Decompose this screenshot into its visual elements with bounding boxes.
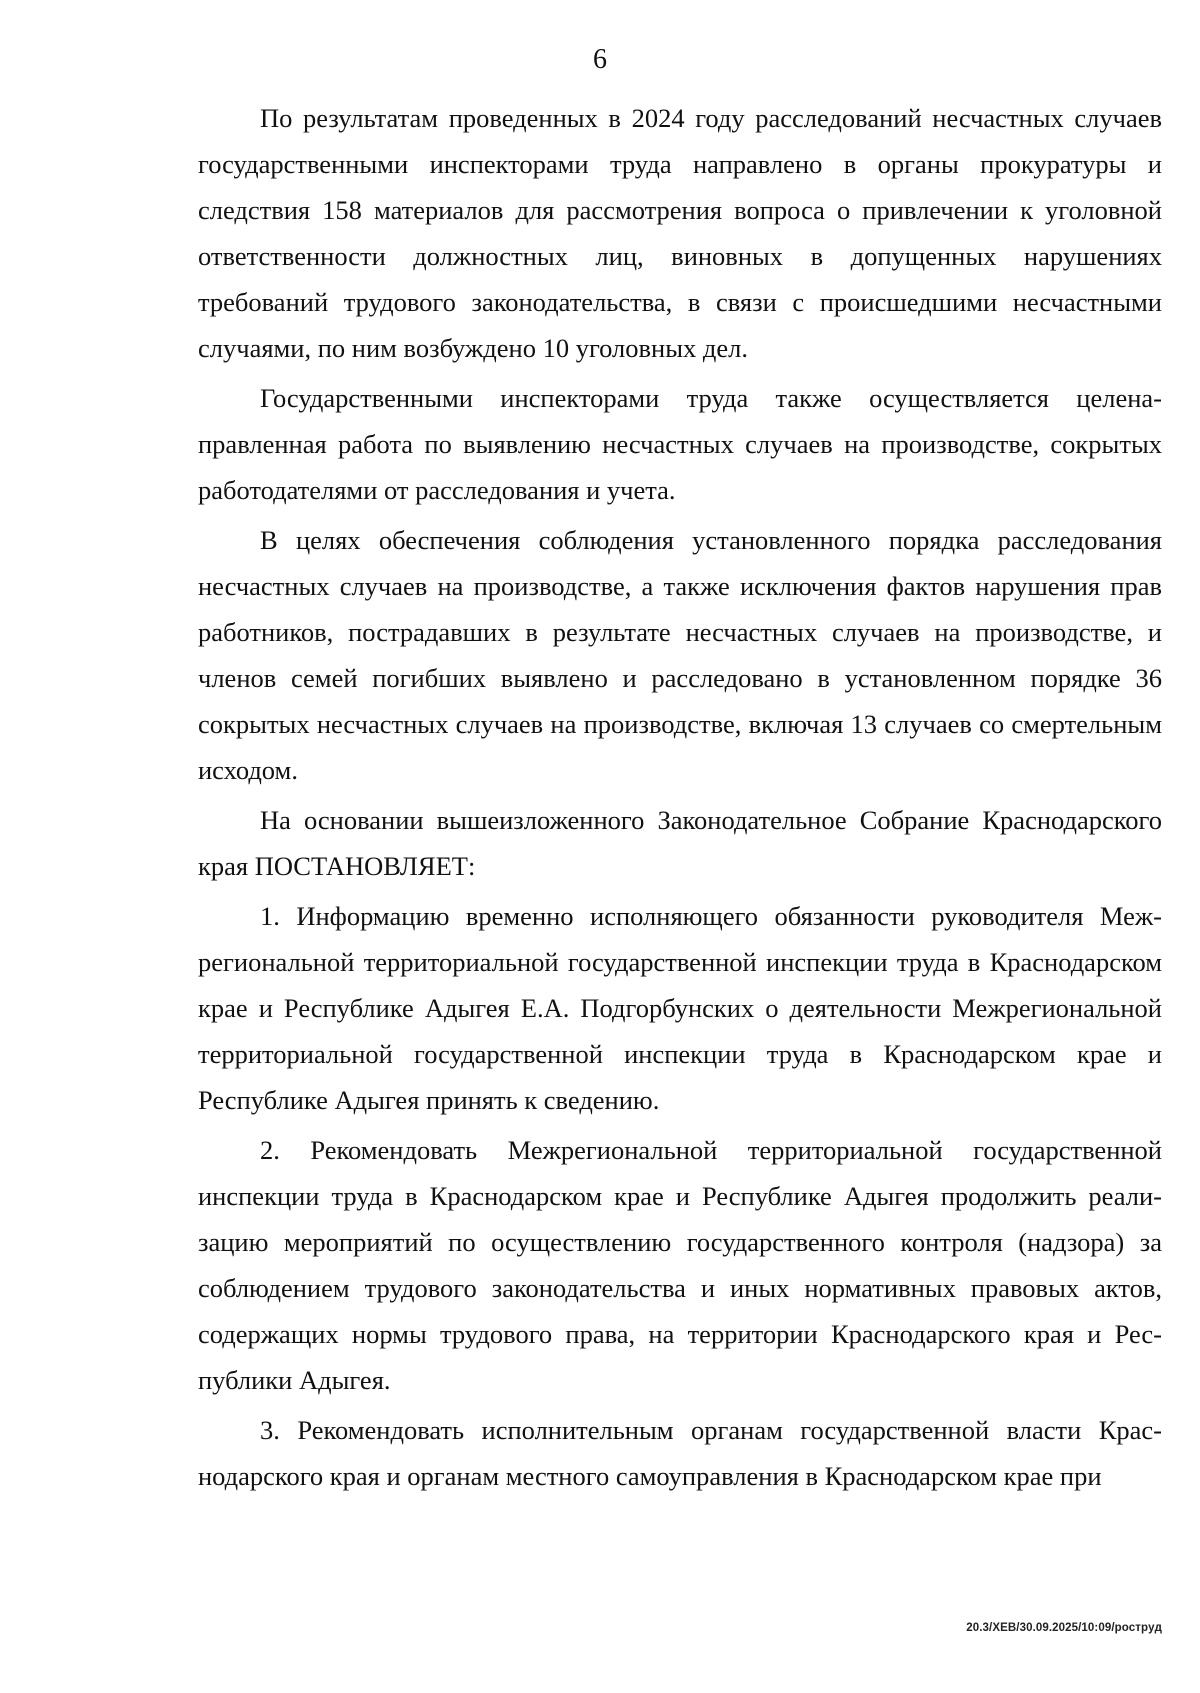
page-number: 6: [593, 44, 607, 75]
paragraph-hidden-accidents: В целях обеспечения соблюдения установленного порядка расследования несчастных случаев на производстве, а также исключения фактов нарушения прав работников, пострадавших в результате несчастных случаев на производстве, и членов семей погибших выявлено и расследовано в установленном порядке 36 сокрытых несчастных случаев на производстве, включая 13 случаев со смертельным исходом.: [198, 525, 1162, 785]
paragraph-item-2: 2. Рекомендовать Межрегиональной территориальной государственной инспекции труда в Краснодарском крае и Республике Адыгея продолжить реализацию мероприятий по осуществлению государственного контроля (надзора) за соблюдением трудового законодательства и иных нормативных правовых актов, содержащих нормы трудового права, на территории Краснодарского края и Республики Адыгея.: [198, 1135, 1162, 1395]
document-registration-code: 20.3/ХЕВ/30.09.2025/10:09/рострyд: [966, 1622, 1162, 1634]
paragraph-investigations: По результатам проведенных в 2024 году расследований несчастных случаев государственными инспекторами труда направлено в органы прокуратуры и следствия 158 материалов для рассмотрения вопроса о привлечении к уголовной ответственности должностных лиц, виновных в допущенных нарушениях требований трудового законодательства, в связи с происшедшими несчастными случаями, по ним возбуждено 10 уголовных дел.: [198, 103, 1162, 363]
paragraph-item-3: 3. Рекомендовать исполнительным органам государственной власти Краснодарского края и органам местного самоуправления в Краснодарском крае при: [198, 1415, 1162, 1491]
paragraph-item-1: 1. Информацию временно исполняющего обязанности руководителя Межрегиональной территориальной государственной инспекции труда в Краснодарском крае и Республике Адыгея Е.А. Подгорбунских о деятельности Межрегиональной территориальной государственной инспекции труда в Краснодарском крае и Республике Адыгея принять к сведению.: [198, 901, 1162, 1115]
paragraph-resolution-intro: На основании вышеизложенного Законодательное Собрание Краснодарского края ПОСТАНОВЛЯЕТ:: [198, 805, 1162, 881]
paragraph-targeted-work: Государственными инспекторами труда также осуществляется целенаправленная работа по выявлению несчастных случаев на производстве, сокрытых работодателями от расследования и учета.: [198, 383, 1162, 505]
document-body: [198, 95, 1162, 1503]
